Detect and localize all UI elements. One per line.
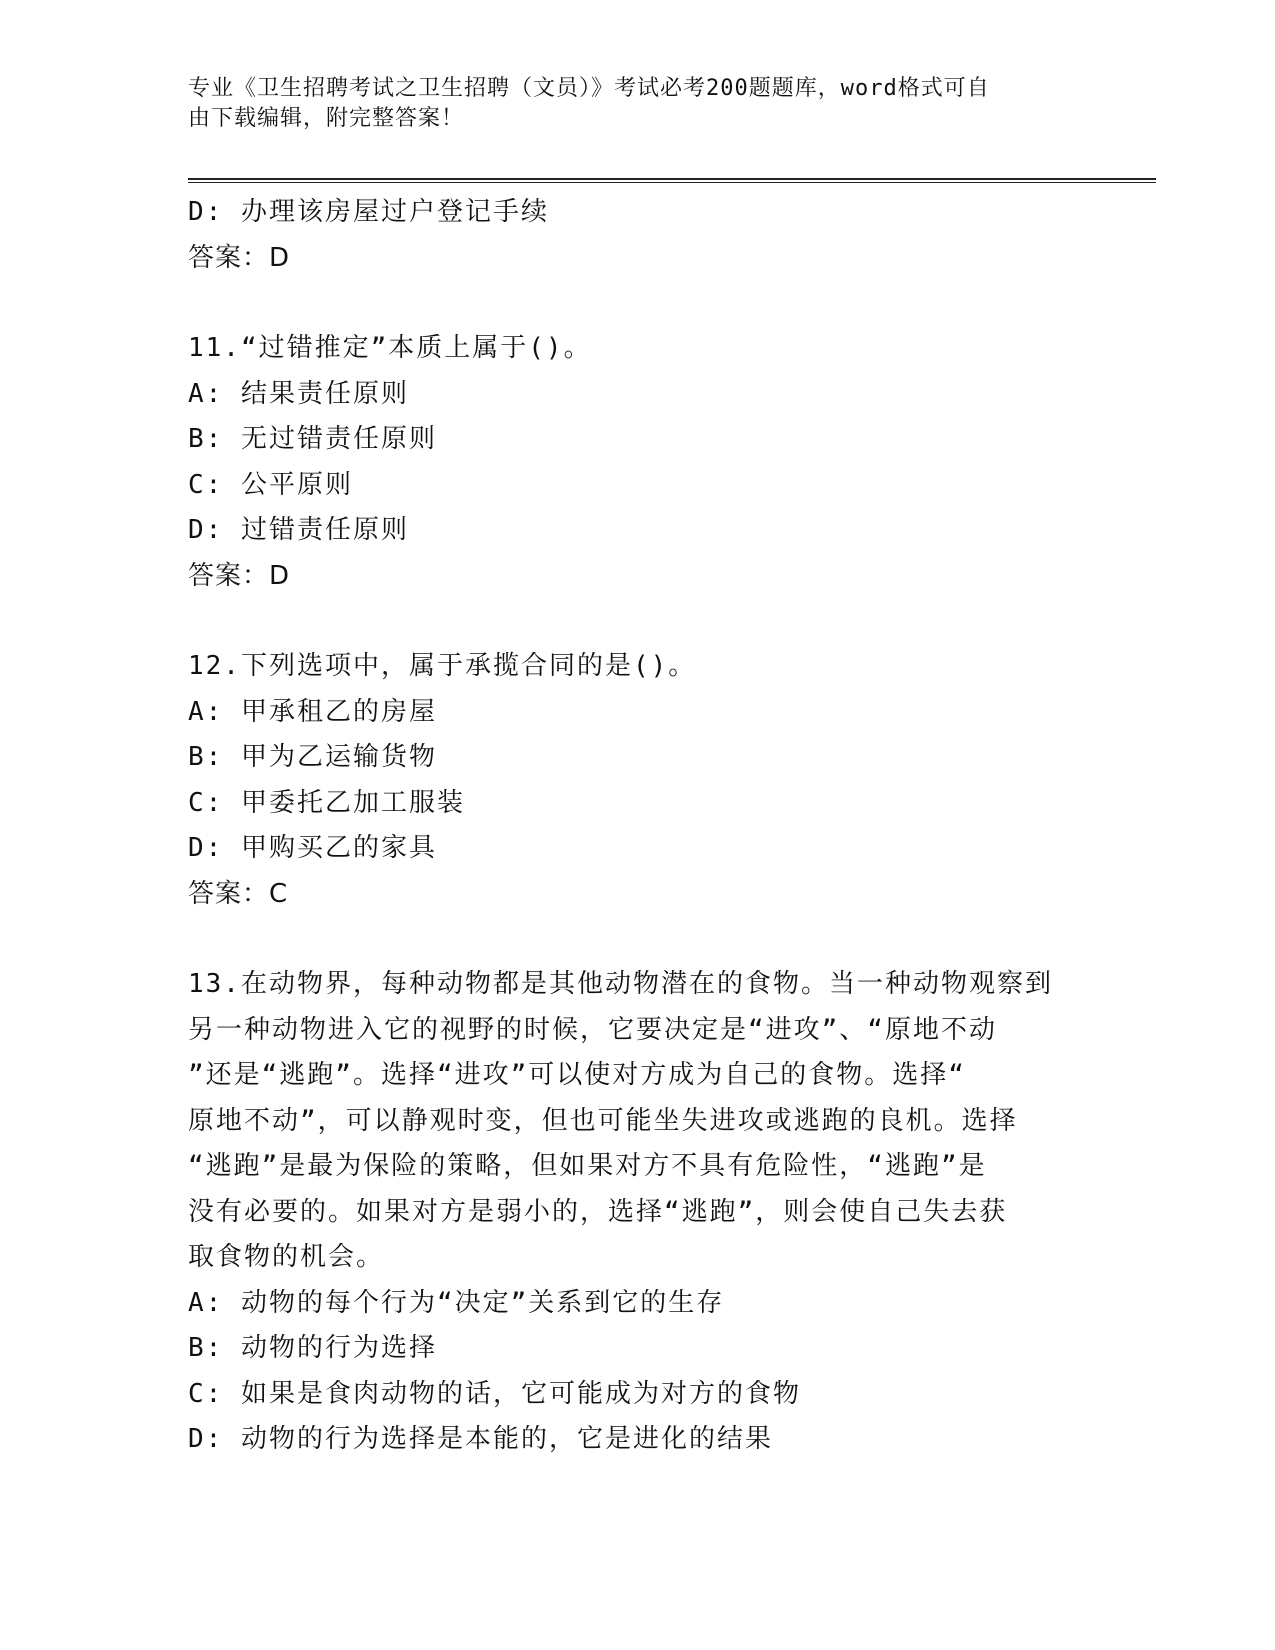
header-line-2: 由下载编辑，附完整答案！ <box>188 106 465 131</box>
q13-option-a: A: 动物的每个行为“决定”关系到它的生存 <box>188 1287 725 1318</box>
q13-stem <box>188 962 1088 1281</box>
q11-option-a: A: 结果责任原则 <box>188 378 409 409</box>
prev-question-tail <box>188 190 1088 281</box>
q13-stem-line: 没有必要的。如果对方是弱小的，选择“逃跑”，则会使自己失去获 <box>188 1196 1008 1227</box>
header-line-1: 专业《卫生招聘考试之卫生招聘（文员）》考试必考200题题库，word格式可自 <box>188 76 990 101</box>
q11-stem: 11.“过错推定”本质上属于()。 <box>188 333 592 363</box>
q13-option-c: C: 如果是食肉动物的话，它可能成为对方的食物 <box>188 1378 801 1409</box>
q11-option-b: B: 无过错责任原则 <box>188 424 437 454</box>
q12-option-c: C: 甲委托乙加工服装 <box>188 787 465 818</box>
question-11 <box>188 326 1088 599</box>
q12-stem: 12.下列选项中，属于承揽合同的是()。 <box>188 651 697 681</box>
question-content <box>188 190 1088 1463</box>
header-divider <box>188 178 1156 183</box>
q13-stem-line: 原地不动”，可以静观时变，但也可能坐失进攻或逃跑的良机。选择 <box>188 1105 1018 1136</box>
spacer <box>188 281 1088 326</box>
q12-option-a: A: 甲承租乙的房屋 <box>188 696 437 727</box>
q11-answer: 答案：D <box>188 560 291 591</box>
prev-option-d: D: 办理该房屋过户登记手续 <box>188 197 549 227</box>
question-13 <box>188 962 1088 1463</box>
q11-option-c: C: 公平原则 <box>188 469 353 500</box>
q13-stem-line: “逃跑”是最为保险的策略，但如果对方不具有危险性，“逃跑”是 <box>188 1151 987 1181</box>
q13-option-d: D: 动物的行为选择是本能的，它是进化的结果 <box>188 1424 773 1454</box>
prev-answer: 答案：D <box>188 242 291 273</box>
spacer <box>188 917 1088 962</box>
q13-stem-line: 取食物的机会。 <box>188 1242 385 1272</box>
q13-stem-line: 另一种动物进入它的视野的时候，它要决定是“进攻”、“原地不动 <box>188 1014 997 1045</box>
q11-option-d: D: 过错责任原则 <box>188 515 409 545</box>
q12-answer: 答案：C <box>188 878 289 909</box>
document-header <box>188 74 1068 134</box>
question-12 <box>188 644 1088 917</box>
q13-stem-line: ”还是“逃跑”。选择“进攻”可以使对方成为自己的食物。选择“ <box>188 1060 966 1090</box>
q12-option-d: D: 甲购买乙的家具 <box>188 833 437 863</box>
q13-stem-line: 13.在动物界，每种动物都是其他动物潜在的食物。当一种动物观察到 <box>188 969 1053 999</box>
spacer <box>188 599 1088 644</box>
q12-option-b: B: 甲为乙运输货物 <box>188 742 437 772</box>
q13-option-b: B: 动物的行为选择 <box>188 1333 437 1363</box>
